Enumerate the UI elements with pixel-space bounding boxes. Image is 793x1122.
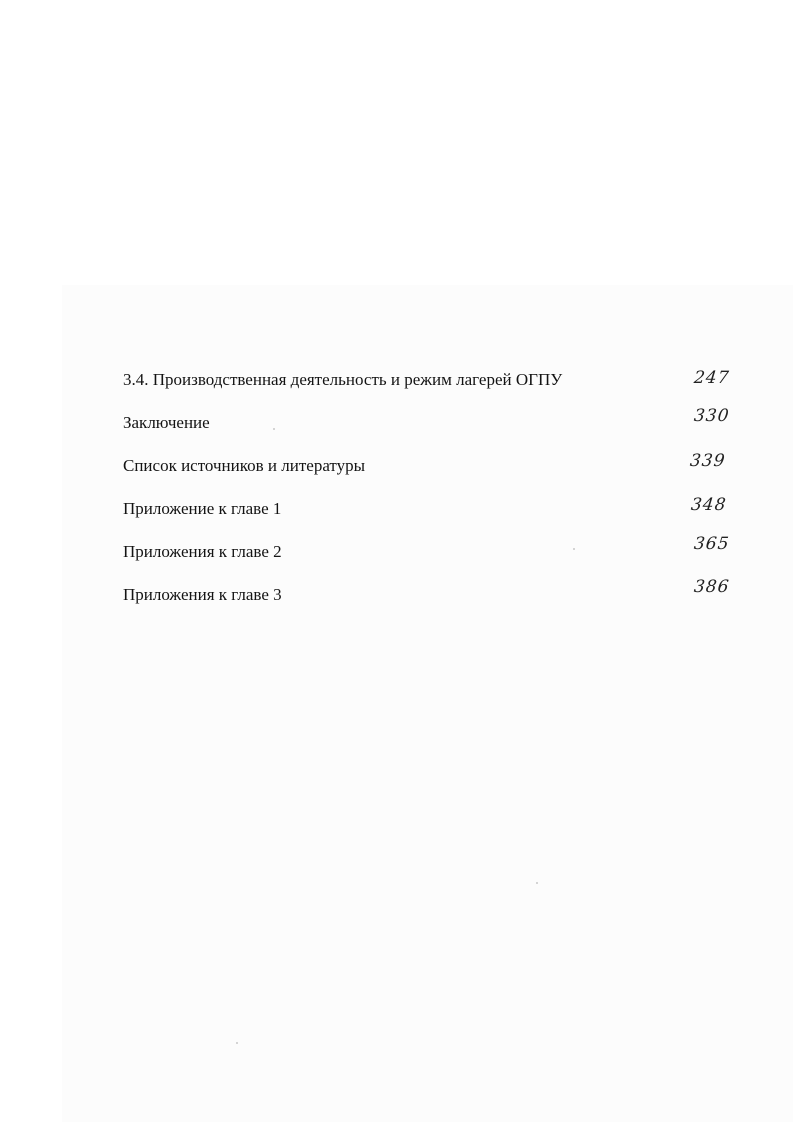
- toc-entry-title: Список источников и литературы: [123, 456, 366, 475]
- scan-speck: [573, 548, 575, 550]
- toc-entry: [0, 451, 793, 489]
- toc-entry-title: Приложения к главе 3: [123, 585, 282, 604]
- toc-entry-page-handwritten: 330: [692, 406, 731, 426]
- toc-entry: [0, 534, 793, 575]
- toc-entry: [0, 406, 793, 446]
- scan-speck: [536, 882, 538, 884]
- toc-entry-page-handwritten: 247: [692, 368, 731, 388]
- toc-entry-page-handwritten: 365: [692, 534, 731, 554]
- toc-entry: [0, 577, 793, 618]
- toc-entry-title: Приложения к главе 2: [123, 542, 282, 561]
- scan-speck: [236, 1042, 238, 1044]
- toc-entry: [0, 495, 793, 532]
- toc-entry-title: 3.4. Производственная деятельность и режим лагерей ОГПУ: [123, 370, 563, 389]
- toc-entry-title: Приложение к главе 1: [123, 499, 282, 518]
- scan-speck: [273, 428, 275, 430]
- toc-entry-page-handwritten: 386: [692, 577, 731, 597]
- toc-entry-page-handwritten: 348: [689, 495, 728, 515]
- toc-entry: [0, 369, 793, 403]
- toc-entry-page-handwritten: 339: [688, 451, 727, 471]
- toc-entry-title: Заключение: [123, 413, 210, 432]
